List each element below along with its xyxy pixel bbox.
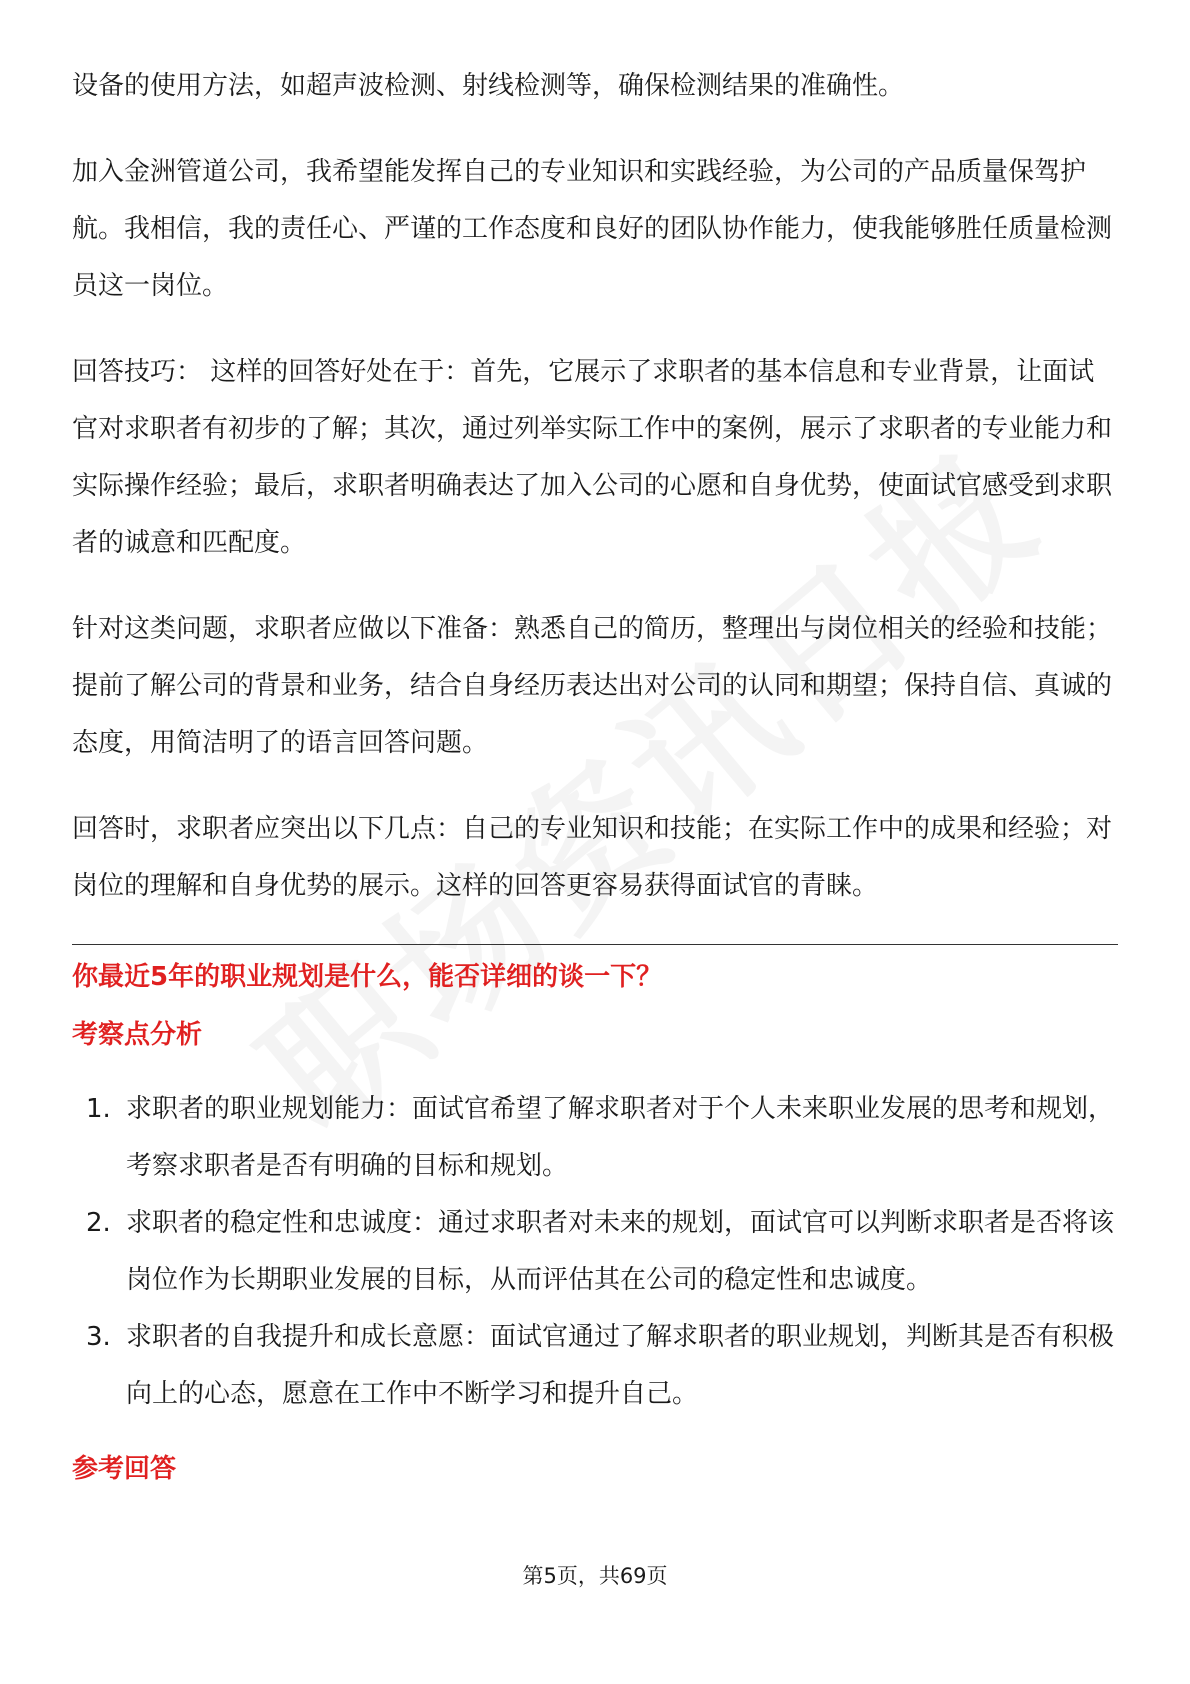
paragraph-3: 回答技巧： 这样的回答好处在于：首先，它展示了求职者的基本信息和专业背景，让面试官对求职者有初步的了解；其次，通过列举实际工作中的案例，展示了求职者的专业能力和实际操作经验；最后，求职者明确表达了加入公司的心愿和自身优势，使面试官感受到求职者的诚意和匹配度。 [72,357,1113,558]
answer-heading: 参考回答 [72,1454,177,1484]
paragraph-5: 回答时，求职者应突出以下几点：自己的专业知识和技能；在实际工作中的成果和经验；对岗位的理解和自身优势的展示。这样的回答更容易获得面试官的青睐。 [72,814,1113,901]
paragraph-4: 针对这类问题，求职者应做以下准备：熟悉自己的简历，整理出与岗位相关的经验和技能；提前了解公司的背景和业务，结合自身经历表达出对公司的认同和期望；保持自信、真诚的态度，用简洁明了的语言回答问题。 [72,614,1113,758]
list-number: 2. [86,1208,111,1238]
analysis-list [72,1081,1118,1423]
list-item [72,1309,1118,1423]
list-item-text: 求职者的自我提升和成长意愿：面试官通过了解求职者的职业规划，判断其是否有积极向上的心态，愿意在工作中不断学习和提升自己。 [126,1322,1115,1409]
paragraph-1: 设备的使用方法，如超声波检测、射线检测等，确保检测结果的准确性。 [72,71,905,101]
paragraph-2: 加入金洲管道公司，我希望能发挥自己的专业知识和实践经验，为公司的产品质量保驾护航。我相信，我的责任心、严谨的工作态度和良好的团队协作能力，使我能够胜任质量检测员这一岗位。 [72,157,1113,301]
list-item [72,1195,1118,1309]
analysis-heading: 考察点分析 [72,1020,203,1050]
page-content [72,58,1118,1487]
list-number: 3. [86,1322,111,1352]
section-divider [72,944,1118,945]
list-item-text: 求职者的稳定性和忠诚度：通过求职者对未来的规划，面试官可以判断求职者是否将该岗位作为长期职业发展的目标，从而评估其在公司的稳定性和忠诚度。 [126,1208,1115,1295]
list-item-text: 求职者的职业规划能力：面试官希望了解求职者对于个人未来职业发展的思考和规划，考察求职者是否有明确的目标和规划。 [126,1094,1115,1181]
question-heading: 你最近5年的职业规划是什么，能否详细的谈一下？ [72,962,663,992]
list-item [72,1081,1118,1195]
list-number: 1. [86,1094,111,1124]
page-footer: 第5页，共69页 [522,1564,668,1588]
